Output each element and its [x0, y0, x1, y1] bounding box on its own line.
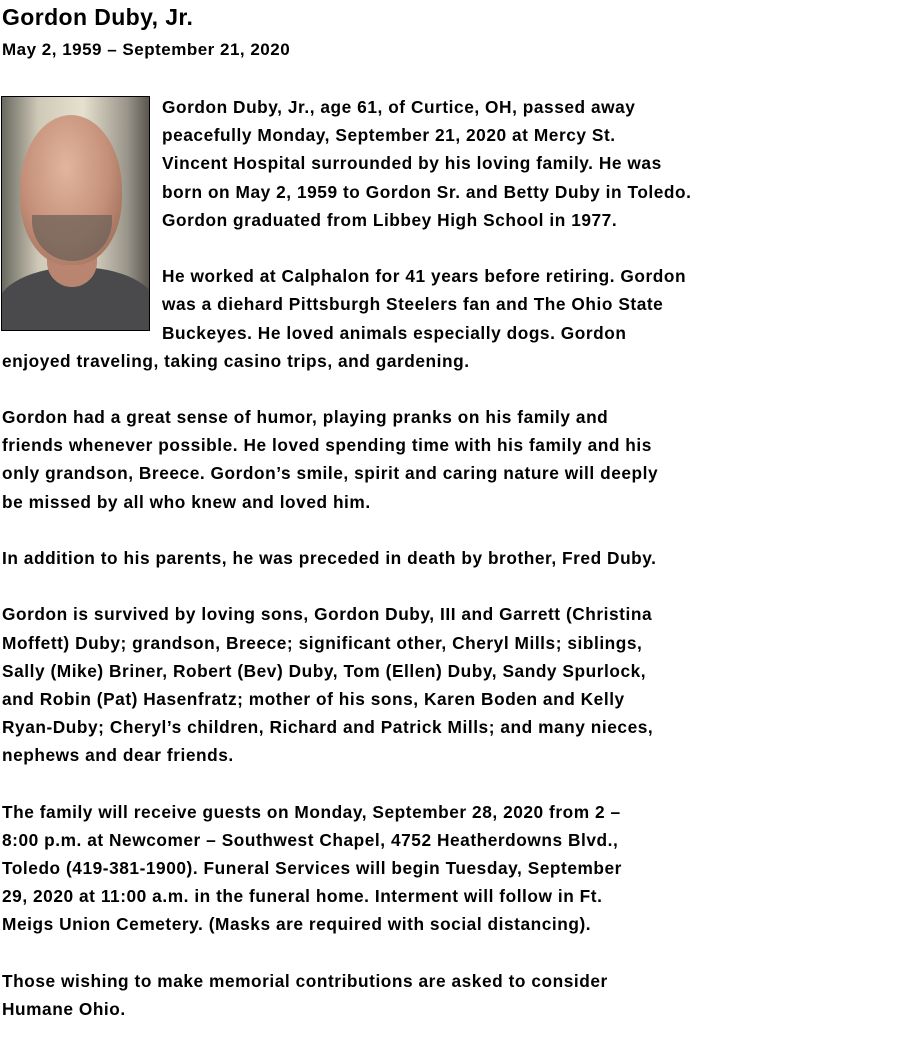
text-line: 29, 2020 at 11:00 a.m. in the funeral home. Interment will follow in Ft.	[2, 886, 603, 907]
text-line: Gordon had a great sense of humor, playing pranks on his family and	[2, 407, 609, 428]
text-line: The family will receive guests on Monday, September 28, 2020 from 2 –	[2, 801, 621, 822]
text-line: Toledo (419-381-1900). Funeral Services will begin Tuesday, September	[2, 858, 622, 879]
text-line: In addition to his parents, he was preceded in death by brother, Fred Duby.	[2, 548, 657, 568]
text-line: Vincent Hospital surrounded by his loving family. He was	[162, 153, 662, 174]
obituary-body	[2, 93, 897, 1023]
text-line: Ryan-Duby; Cheryl’s children, Richard and Patrick Mills; and many nieces,	[2, 717, 654, 738]
text-line: and Robin (Pat) Hasenfratz; mother of his sons, Karen Boden and Kelly	[2, 688, 625, 709]
text-line: Gordon Duby, Jr., age 61, of Curtice, OH, passed away	[162, 97, 636, 117]
text-line: Buckeyes. He loved animals especially dogs. Gordon	[162, 322, 627, 343]
text-line: 8:00 p.m. at Newcomer – Southwest Chapel, 4752 Heatherdowns Blvd.,	[2, 829, 619, 850]
text-line: He worked at Calphalon for 41 years before retiring. Gordon	[162, 266, 687, 287]
blank-line	[2, 234, 897, 262]
obituary-name: Gordon Duby, Jr.	[2, 4, 194, 30]
blank-line	[2, 770, 897, 798]
text-line: was a diehard Pittsburgh Steelers fan and The Ohio State	[162, 294, 664, 315]
text-line: Those wishing to make memorial contributions are asked to consider	[2, 970, 608, 991]
text-line: peacefully Monday, September 21, 2020 at Mercy St.	[162, 125, 616, 146]
text-line: nephews and dear friends.	[2, 745, 234, 766]
blank-line	[2, 516, 897, 544]
text-line: Meigs Union Cemetery. (Masks are required with social distancing).	[2, 914, 592, 935]
text-line: friends whenever possible. He loved spending time with his family and his	[2, 435, 652, 456]
text-line: be missed by all who knew and loved him.	[2, 491, 371, 512]
blank-line	[2, 375, 897, 403]
text-line: born on May 2, 1959 to Gordon Sr. and Betty Duby in Toledo.	[162, 181, 692, 202]
text-line: Gordon graduated from Libbey High School in 1977.	[162, 209, 618, 230]
text-line: Humane Ohio.	[2, 999, 126, 1019]
text-line: Sally (Mike) Briner, Robert (Bev) Duby, Tom (Ellen) Duby, Sandy Spurlock,	[2, 660, 647, 681]
text-line: enjoyed traveling, taking casino trips, and gardening.	[2, 350, 470, 371]
blank-line	[2, 572, 897, 600]
blank-line	[2, 939, 897, 967]
text-line: Moffett) Duby; grandson, Breece; significant other, Cheryl Mills; siblings,	[2, 632, 643, 653]
text-line: Gordon is survived by loving sons, Gordon Duby, III and Garrett (Christina	[2, 604, 653, 625]
life-dates: May 2, 1959 – September 21, 2020	[2, 40, 291, 59]
text-line: only grandson, Breece. Gordon’s smile, spirit and caring nature will deeply	[2, 463, 659, 484]
